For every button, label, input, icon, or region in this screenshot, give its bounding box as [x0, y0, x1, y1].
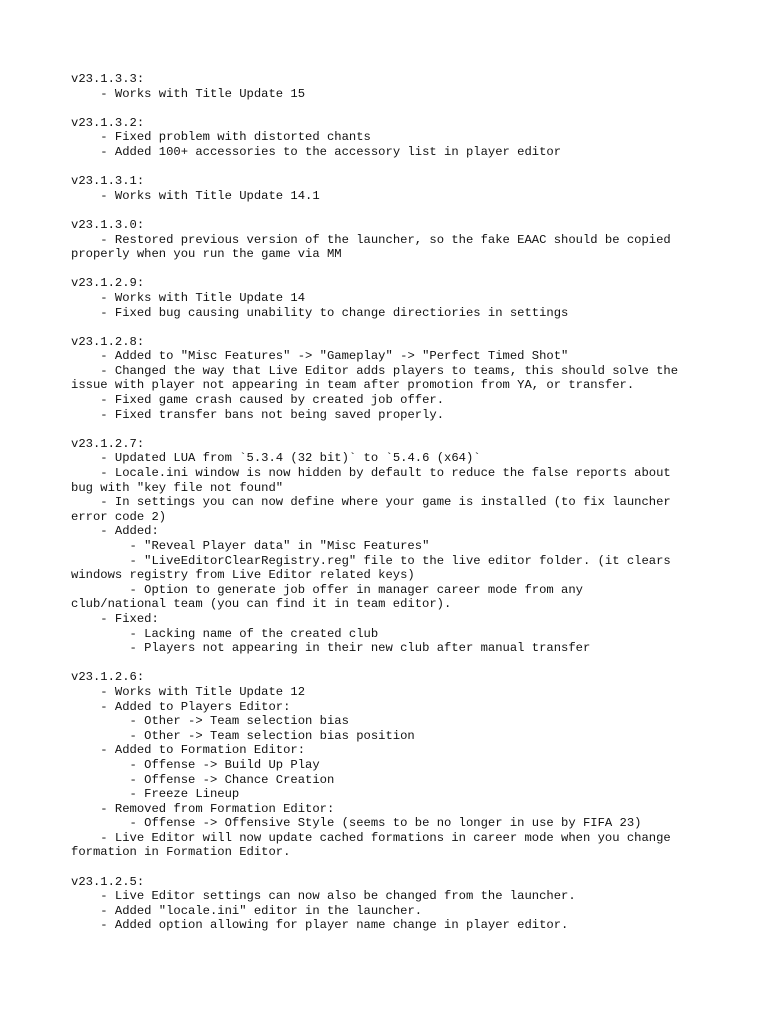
changelog-line: - Offense -> Build Up Play: [71, 757, 320, 772]
changelog-line: [71, 656, 721, 671]
changelog-line: - Locale.ini window is now hidden by default to reduce the false reports about: [71, 466, 671, 481]
changelog-line: [71, 860, 721, 875]
changelog-line: - Other -> Team selection bias: [71, 714, 349, 729]
changelog-line: v23.1.3.3:: [71, 72, 145, 86]
changelog-line: - Offense -> Chance Creation: [71, 772, 335, 787]
changelog-line: - Added 100+ accessories to the accessory list in player editor: [71, 144, 562, 159]
changelog-line: v23.1.3.1:: [71, 174, 145, 189]
changelog-line: - Added to Formation Editor:: [71, 743, 306, 758]
changelog-line: [71, 422, 721, 437]
changelog-line: - Fixed transfer bans not being saved properly.: [71, 407, 445, 422]
changelog-line: v23.1.2.7:: [71, 436, 145, 451]
changelog-line: - Works with Title Update 15: [71, 86, 306, 101]
changelog-line: [71, 203, 721, 218]
changelog-line: v23.1.2.6:: [71, 670, 145, 685]
changelog-line: - Added "locale.ini" editor in the launcher.: [71, 903, 423, 918]
changelog-line: windows registry from Live Editor related keys): [71, 568, 415, 583]
changelog-line: - Added to Players Editor:: [71, 699, 291, 714]
changelog-line: - Works with Title Update 14.1: [71, 188, 320, 203]
changelog-line: - Works with Title Update 14: [71, 290, 306, 305]
changelog-line: - Offense -> Offensive Style (seems to be no longer in use by FIFA 23): [71, 816, 642, 831]
changelog-document: [71, 72, 721, 933]
changelog-line: v23.1.3.0:: [71, 217, 145, 232]
changelog-line: - Fixed:: [71, 611, 159, 626]
changelog-line: - Works with Title Update 12: [71, 684, 306, 699]
changelog-line: - Live Editor settings can now also be changed from the launcher.: [71, 889, 576, 904]
changelog-line: - Live Editor will now update cached formations in career mode when you change: [71, 830, 671, 845]
changelog-line: - Fixed bug causing unability to change directiories in settings: [71, 305, 569, 320]
changelog-line: issue with player not appearing in team after promotion from YA, or transfer.: [71, 378, 635, 393]
changelog-line: [71, 101, 721, 116]
changelog-line: - Fixed problem with distorted chants: [71, 130, 371, 145]
changelog-line: - Other -> Team selection bias position: [71, 728, 415, 743]
changelog-line: club/national team (you can find it in team editor).: [71, 597, 452, 612]
changelog-line: v23.1.2.9:: [71, 276, 145, 291]
changelog-line: bug with "key file not found": [71, 480, 284, 495]
changelog-line: v23.1.3.2:: [71, 115, 145, 130]
changelog-line: - Restored previous version of the launcher, so the fake EAAC should be copied: [71, 232, 671, 247]
changelog-line: - Freeze Lineup: [71, 787, 240, 802]
changelog-line: - Updated LUA from `5.3.4 (32 bit)` to `5.4.6 (x64)`: [71, 451, 481, 466]
changelog-line: formation in Formation Editor.: [71, 845, 291, 860]
changelog-line: - Changed the way that Live Editor adds players to teams, this should solve the: [71, 363, 679, 378]
changelog-line: - Added to "Misc Features" -> "Gameplay" -> "Perfect Timed Shot": [71, 349, 569, 364]
changelog-line: - Fixed game crash caused by created job offer.: [71, 393, 445, 408]
changelog-line: [71, 160, 721, 175]
changelog-line: v23.1.2.8:: [71, 334, 145, 349]
changelog-line: - Option to generate job offer in manager career mode from any: [71, 582, 583, 597]
changelog-line: - Removed from Formation Editor:: [71, 801, 335, 816]
changelog-line: properly when you run the game via MM: [71, 247, 342, 262]
changelog-line: v23.1.2.5:: [71, 874, 145, 889]
changelog-line: - Lacking name of the created club: [71, 626, 379, 641]
changelog-line: - "LiveEditorClearRegistry.reg" file to the live editor folder. (it clears: [71, 553, 671, 568]
changelog-line: error code 2): [71, 509, 167, 524]
changelog-line: [71, 262, 721, 277]
changelog-line: - "Reveal Player data" in "Misc Features": [71, 539, 430, 553]
changelog-line: - Added option allowing for player name change in player editor.: [71, 918, 569, 933]
changelog-line: - Players not appearing in their new club after manual transfer: [71, 641, 591, 656]
changelog-line: - Added:: [71, 524, 159, 539]
changelog-line: - In settings you can now define where your game is installed (to fix launcher: [71, 495, 671, 510]
changelog-line: [71, 320, 721, 335]
